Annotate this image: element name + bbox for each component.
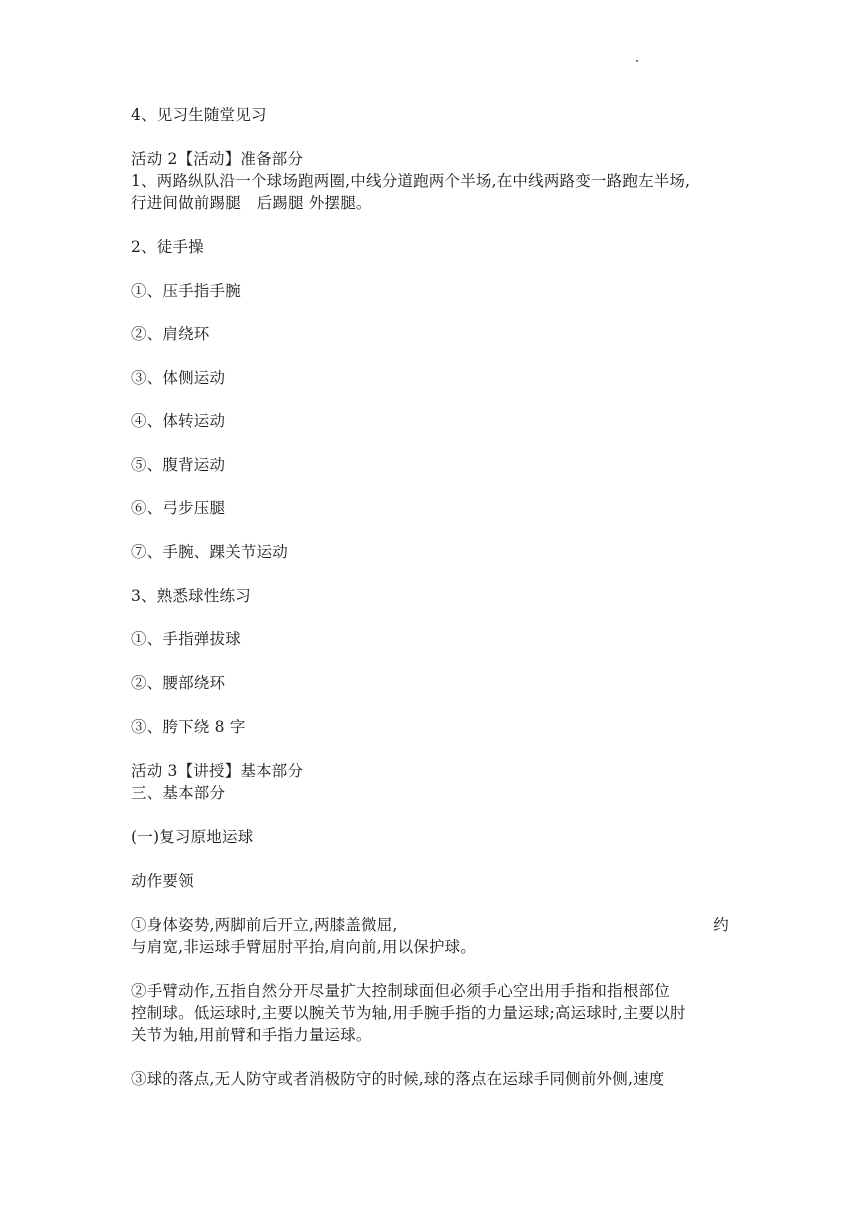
subsection-heading: (一)复习原地运球	[131, 828, 254, 846]
paragraph-line-start: ①身体姿势,两脚前后开立,两膝盖微屈,	[131, 916, 398, 934]
list-item: ③、体侧运动	[131, 369, 226, 387]
list-item: ⑤、腹背运动	[131, 456, 226, 474]
list-item: ②、腰部绕环	[131, 674, 226, 692]
list-item: ①、手指弹拔球	[131, 630, 241, 648]
list-item: ④、体转运动	[131, 412, 226, 430]
list-item: ③、胯下绕 8 字	[131, 718, 246, 736]
paragraph-line-end: 约	[713, 916, 729, 934]
paragraph-line	[131, 914, 729, 936]
text-line: 4、见习生随堂见习	[131, 106, 267, 124]
paragraph-line: ②手臂动作,五指自然分开尽量扩大控制球面但必须手心空出用手指和指根部位	[131, 982, 670, 1000]
list-item: ①、压手指手腕	[131, 282, 241, 300]
paragraph-line: 关节为轴,用前臂和手指力量运球。	[131, 1026, 372, 1044]
text-line: 动作要领	[131, 872, 194, 890]
list-item: ⑦、手腕、踝关节运动	[131, 543, 289, 561]
text-line: 2、徒手操	[131, 238, 204, 256]
activity-2-heading: 活动 2【活动】准备部分	[131, 150, 304, 168]
list-item: ②、肩绕环	[131, 325, 210, 343]
paragraph-line: ③球的落点,无人防守或者消极防守的时候,球的落点在运球手同侧前外侧,速度	[131, 1070, 665, 1088]
page-marker-dot	[636, 60, 638, 62]
text-line: 1、两路纵队沿一个球场跑两圈,中线分道跑两个半场,在中线两路变一路跑左半场,	[131, 172, 691, 190]
paragraph-line: 与肩宽,非运球手臂屈肘平抬,肩向前,用以保护球。	[131, 938, 477, 956]
activity-3-heading: 活动 3【讲授】基本部分	[131, 762, 304, 780]
text-line: 3、熟悉球性练习	[131, 587, 251, 605]
section-heading: 三、基本部分	[131, 784, 226, 802]
text-line: 行进间做前踢腿 后踢腿 外摆腿。	[131, 194, 372, 212]
paragraph-line: 控制球。低运球时,主要以腕关节为轴,用手腕手指的力量运球;高运球时,主要以肘	[131, 1004, 686, 1022]
list-item: ⑥、弓步压腿	[131, 499, 226, 517]
